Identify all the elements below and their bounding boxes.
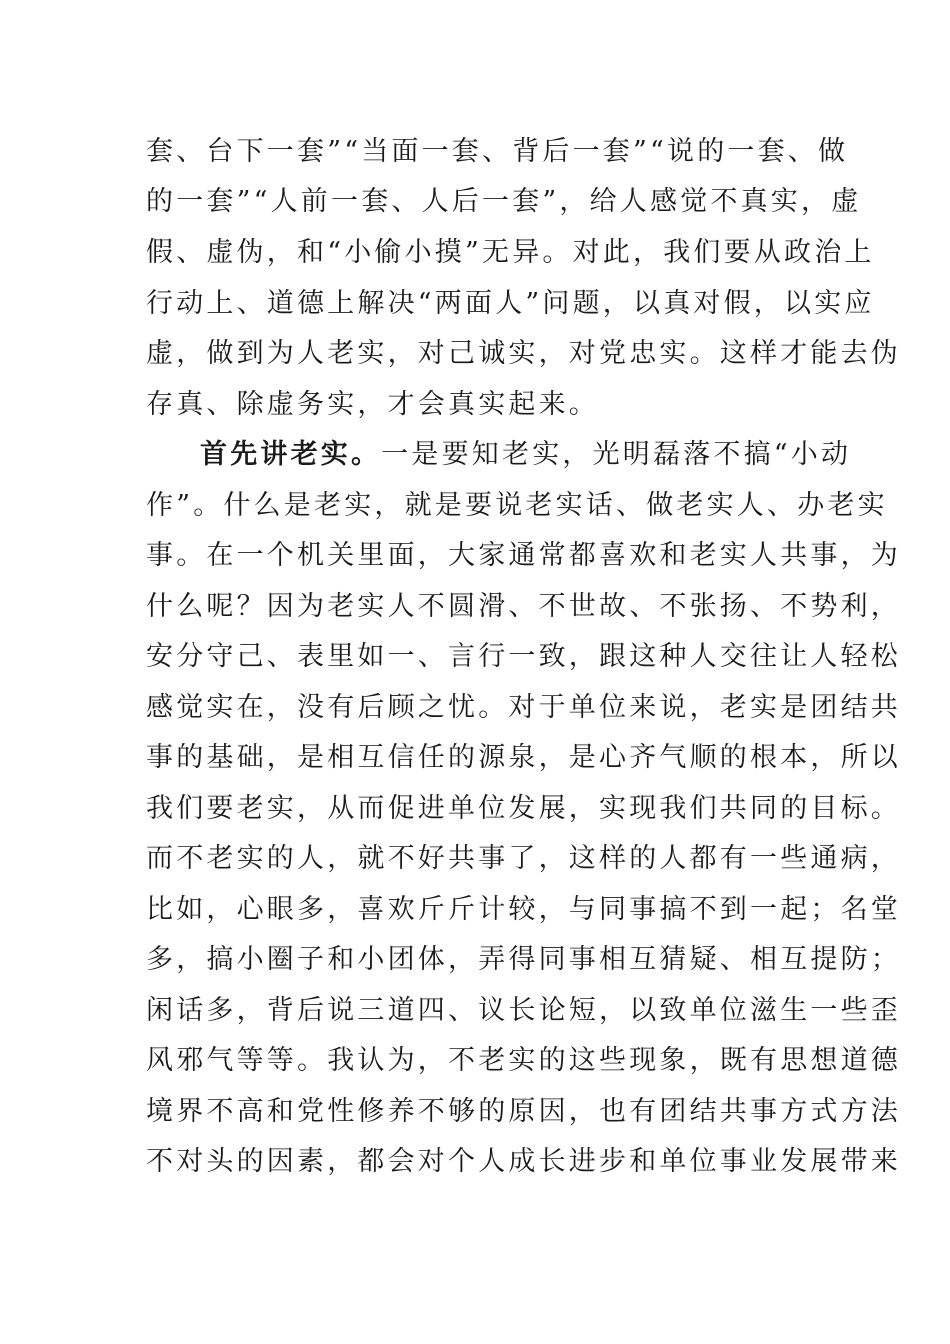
text-line: 假、虚伪，和“小偷小摸”无异。对此，我们要从政治上 — [146, 237, 875, 268]
text-line: 闲话多，背后说三道四、议长论短，以致单位滋生一些歪 — [146, 995, 901, 1026]
text-line: 多，搞小圈子和小团体，弄得同事相互猜疑、相互提防； — [146, 944, 901, 975]
text-line: 而不老实的人，就不好共事了，这样的人都有一些通病， — [146, 843, 901, 874]
text-line: 我们要老实，从而促进单位发展，实现我们共同的目标。 — [146, 793, 901, 824]
text-line: 境界不高和党性修养不够的原因，也有团结共事方式方法 — [146, 1096, 901, 1127]
text-line: 存真、除虚务实，才会真实起来。 — [146, 389, 599, 420]
text-line: 一是要知老实，光明磊落不搞“小动 — [381, 439, 852, 470]
text-line: 不对头的因素，都会对个人成长进步和单位事业发展带来 — [146, 1146, 901, 1177]
text-line: 安分守己、表里如一、言行一致，跟这种人交往让人轻松 — [146, 641, 901, 672]
text-line: 事。在一个机关里面，大家通常都喜欢和老实人共事，为 — [146, 540, 901, 571]
text-line: 虚，做到为人老实，对己诚实，对党忠实。这样才能去伪 — [146, 338, 901, 369]
text-line: 事的基础，是相互信任的源泉，是心齐气顺的根本，所以 — [146, 742, 901, 773]
section-heading: 首先讲老实。 — [200, 439, 382, 470]
text-line: 套、台下一套”“当面一套、背后一套”“说的一套、做 — [146, 136, 849, 167]
text-line: 的一套”“人前一套、人后一套”，给人感觉不真实，虚 — [146, 186, 862, 217]
paragraph-first-line — [200, 437, 852, 473]
text-line: 行动上、道德上解决“两面人”问题，以真对假，以实应 — [146, 288, 875, 319]
text-line: 风邪气等等。我认为，不老实的这些现象，既有思想道德 — [146, 1045, 901, 1076]
text-line: 比如，心眼多，喜欢斤斤计较，与同事搞不到一起；名堂 — [146, 894, 901, 925]
text-line: 什么呢？因为老实人不圆滑、不世故、不张扬、不势利， — [146, 591, 901, 622]
text-line: 作”。什么是老实，就是要说老实话、做老实人、办老实 — [146, 490, 888, 521]
text-line: 感觉实在，没有后顾之忧。对于单位来说，老实是团结共 — [146, 692, 901, 723]
